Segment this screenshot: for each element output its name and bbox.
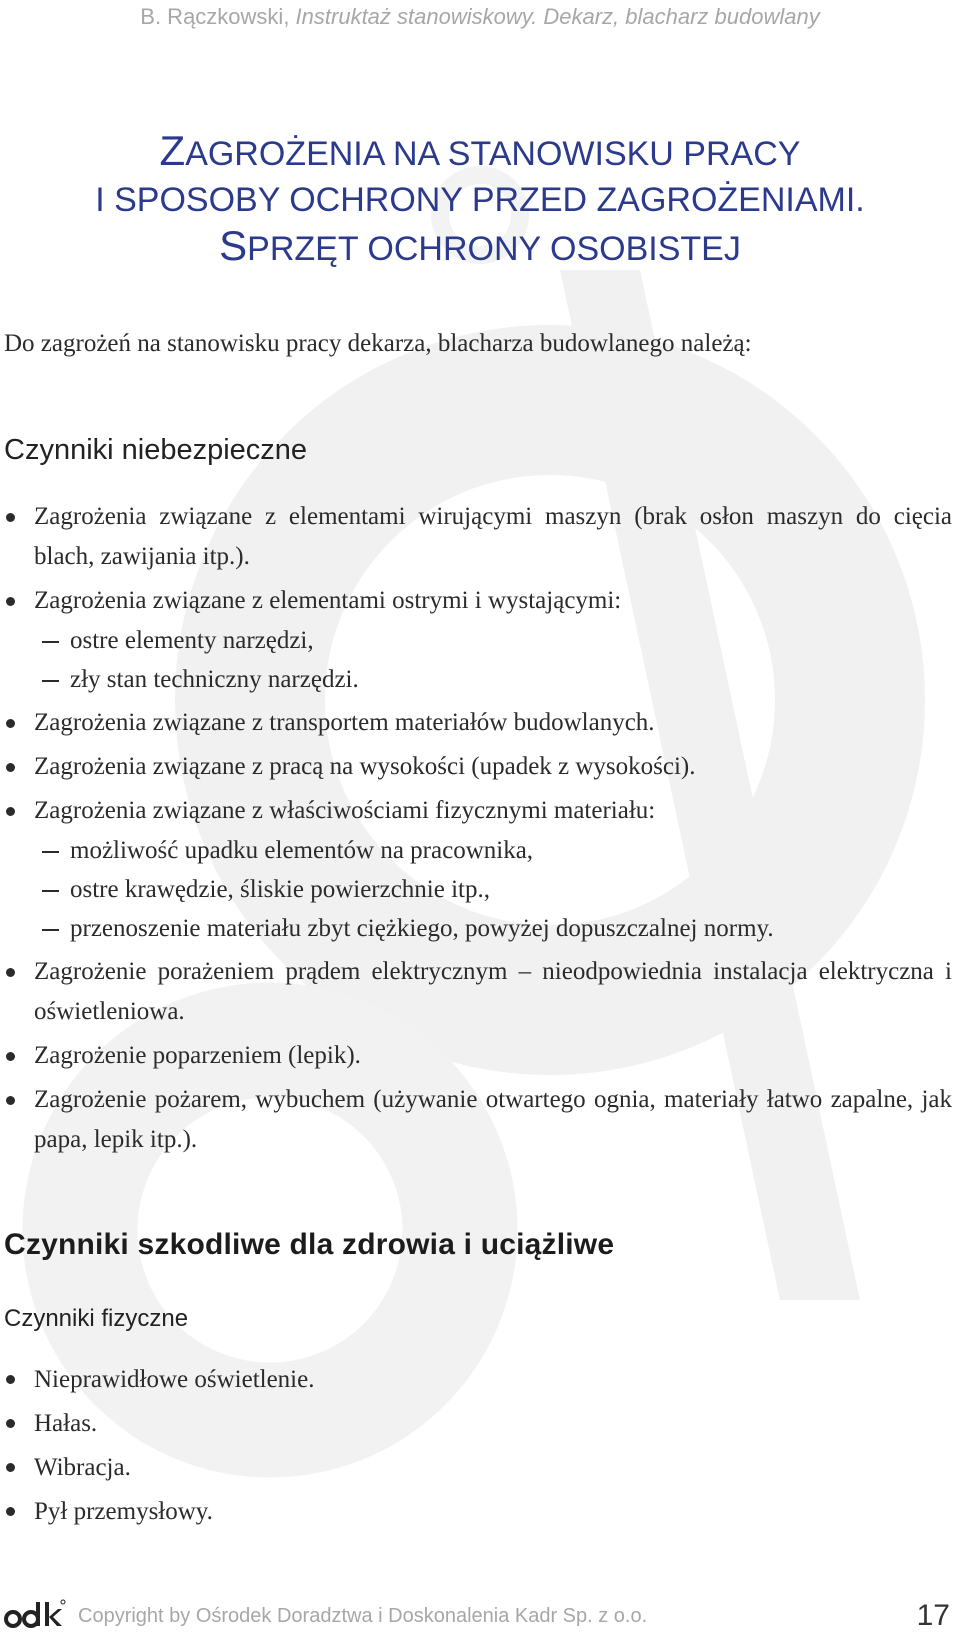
header-author: B. Rączkowski, <box>140 4 296 29</box>
dash-icon <box>42 890 59 892</box>
sub-list-item-text: przenoszenie materiału zbyt ciężkiego, powyżej dopuszczalnej normy. <box>70 915 774 942</box>
page-number: 17 <box>916 1599 950 1632</box>
sub-list-item <box>0 621 952 660</box>
sub-list-item-text: ostre elementy narzędzi, <box>70 627 314 654</box>
copyright-notice: Copyright by Ośrodek Doradztwa i Doskonalenia Kadr Sp. z o.o. <box>78 1605 648 1627</box>
running-header <box>0 4 960 30</box>
list-item-text: Zagrożenia związane z elementami wirującymi maszyn (brak osłon maszyn do cięcia blach, zawijania itp.). <box>34 503 952 570</box>
list-item-text: Zagrożenia związane z właściwościami fizycznymi materiału: <box>34 797 656 824</box>
list-item-text: Zagrożenie poparzeniem (lepik). <box>34 1042 361 1069</box>
list-item <box>0 952 952 1032</box>
bullet-icon <box>6 1419 15 1428</box>
page-title <box>0 128 960 272</box>
bullet-icon <box>6 968 15 977</box>
dash-icon <box>42 851 59 853</box>
list-item-text: Zagrożenia związane z elementami ostrymi i wystającymi: <box>34 587 622 614</box>
list-item <box>0 1036 952 1076</box>
intro-paragraph: Do zagrożeń na stanowisku pracy dekarza, blacharza budowlanego należą: <box>4 330 752 357</box>
sub-list-item-text: zły stan techniczny narzędzi. <box>70 666 359 693</box>
sub-list-item-text: możliwość upadku elementów na pracownika, <box>70 837 534 864</box>
list-item <box>0 747 952 787</box>
title-line-3: SPRZĘT OCHRONY OSOBISTEJ <box>219 222 741 269</box>
bullet-icon <box>6 807 15 816</box>
section-heading-dangerous-factors: Czynniki niebezpieczne <box>4 434 308 466</box>
list-item-text: Zagrożenia związane z transportem materiałów budowlanych. <box>34 709 655 736</box>
sub-list-item <box>0 870 952 909</box>
list-item <box>0 497 952 577</box>
list-item-text: Wibracja. <box>34 1454 131 1481</box>
header-book-title: Instruktaż stanowiskowy. Dekarz, blacharz budowlany <box>295 4 820 29</box>
subheading-physical-factors: Czynniki fizyczne <box>4 1305 189 1332</box>
section-heading-harmful-factors: Czynniki szkodliwe dla zdrowia i uciążliwe <box>4 1228 615 1261</box>
list-item-text: Zagrożenie pożarem, wybuchem (używanie otwartego ognia, materiały łatwo zapalne, jak papa, lepik itp.). <box>34 1086 952 1153</box>
bullet-icon <box>6 1463 15 1472</box>
list-item <box>0 1446 952 1489</box>
list-item <box>0 791 952 948</box>
bullet-icon <box>6 1052 15 1061</box>
dash-icon <box>42 680 59 682</box>
title-line-2: I SPOSOBY OCHRONY PRZED ZAGROŻENIAMI. <box>95 181 865 219</box>
bullet-icon <box>6 1507 15 1516</box>
list-item-text: Hałas. <box>34 1410 98 1437</box>
list-item <box>0 1490 952 1533</box>
sub-list-item <box>0 831 952 870</box>
physical-factors-list <box>0 1358 952 1534</box>
list-item <box>0 1358 952 1401</box>
title-line-1: ZAGROŻENIA NA STANOWISKU PRACY <box>159 127 801 174</box>
list-item <box>0 1080 952 1160</box>
list-item <box>0 703 952 743</box>
list-item-text: Nieprawidłowe oświetlenie. <box>34 1366 315 1393</box>
list-item-text: Pył przemysłowy. <box>34 1498 213 1525</box>
sub-list-item-text: ostre krawędzie, śliskie powierzchnie itp., <box>70 876 490 903</box>
dangerous-factors-list <box>0 497 952 1164</box>
page-footer <box>0 1597 960 1637</box>
sub-list <box>0 831 952 948</box>
sub-list-item <box>0 909 952 948</box>
bullet-icon <box>6 597 15 606</box>
bullet-icon <box>6 513 15 522</box>
sub-list <box>0 621 952 699</box>
dash-icon <box>42 641 59 643</box>
bullet-icon <box>6 1096 15 1105</box>
list-item-text: Zagrożenie porażeniem prądem elektrycznym – nieodpowiednia instalacja elektryczna i oświetleniowa. <box>34 958 952 1025</box>
dash-icon <box>42 929 59 931</box>
publisher-logo-icon <box>4 1597 66 1631</box>
bullet-icon <box>6 763 15 772</box>
list-item <box>0 1402 952 1445</box>
bullet-icon <box>6 1375 15 1384</box>
list-item <box>0 581 952 699</box>
sub-list-item <box>0 660 952 699</box>
list-item-text: Zagrożenia związane z pracą na wysokości (upadek z wysokości). <box>34 753 696 780</box>
bullet-icon <box>6 719 15 728</box>
